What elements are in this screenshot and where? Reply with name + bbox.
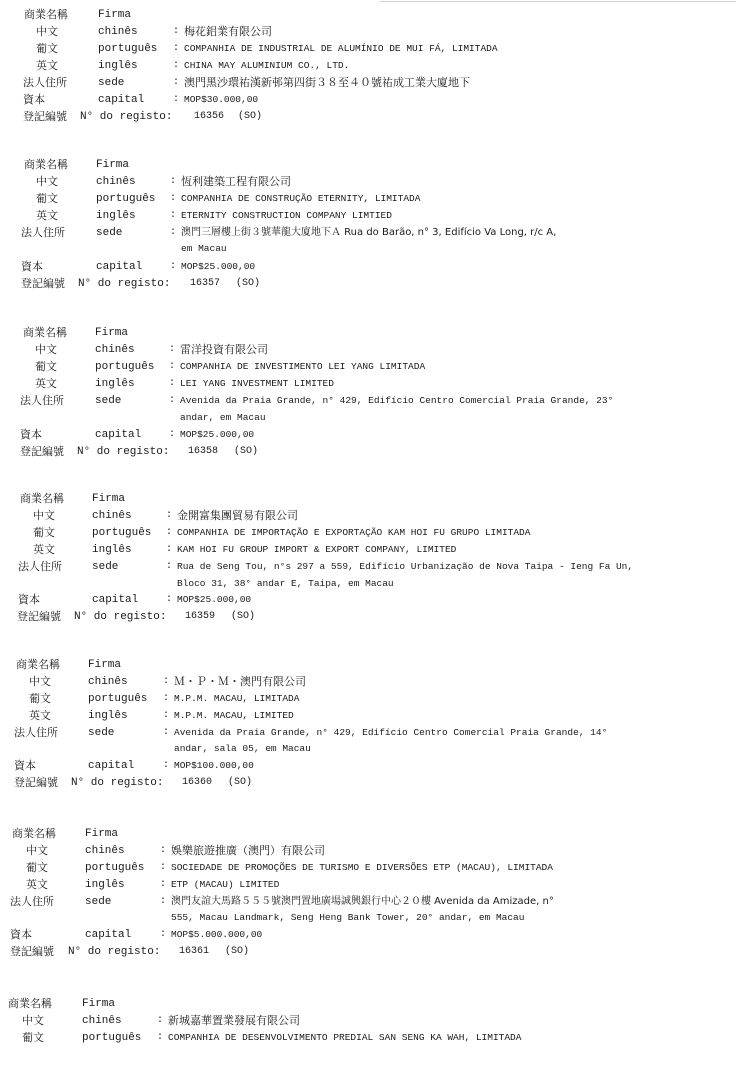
chines-label-pt: chinês bbox=[95, 344, 135, 356]
top-rule bbox=[380, 1, 736, 2]
firma-label-cn: 商業名稱 bbox=[8, 997, 52, 1010]
colon: : bbox=[157, 1032, 164, 1043]
chines-label-cn: 中文 bbox=[26, 844, 48, 857]
ingles-name: ETP (MACAU) LIMITED bbox=[171, 879, 280, 890]
portugues-label-pt: português bbox=[96, 193, 156, 205]
sede-address: 澳門三層樓上街３號華龍大廈地下Ａ Rua do Barão, n° 3, Edifício Va Long, r/c A, bbox=[181, 227, 557, 238]
registo-label-cn: 登記編號 bbox=[17, 610, 61, 623]
firma-label-cn: 商業名稱 bbox=[20, 492, 64, 505]
firma-label-cn: 商業名稱 bbox=[12, 827, 56, 840]
sede-label-pt: sede bbox=[98, 77, 125, 89]
portugues-name: COMPANHIA DE DESENVOLVIMENTO PREDIAL SAN SENG KA WAH, LIMITADA bbox=[168, 1032, 522, 1043]
registo-number: 16361 bbox=[179, 946, 210, 957]
portugues-name: SOCIEDADE DE PROMOÇÕES DE TURISMO E DIVERSÕES ETP (MACAU), LIMITADA bbox=[171, 862, 553, 873]
capital-label-pt: capital bbox=[98, 94, 145, 106]
chines-label-pt: chinês bbox=[82, 1015, 122, 1027]
ingles-label-pt: inglês bbox=[88, 710, 128, 722]
colon: : bbox=[160, 929, 167, 940]
sede-address-cont: andar, em Macau bbox=[180, 412, 266, 423]
colon: : bbox=[173, 26, 180, 37]
registo-number: 16360 bbox=[182, 777, 213, 788]
chines-name: 恆利建築工程有限公司 bbox=[181, 175, 291, 188]
colon: : bbox=[170, 210, 177, 221]
portugues-label-pt: português bbox=[88, 693, 148, 705]
capital-value: MOP$5.000.000,00 bbox=[171, 929, 263, 940]
capital-label-pt: capital bbox=[96, 261, 143, 273]
portugues-label-cn: 葡文 bbox=[22, 1031, 44, 1044]
sede-label-pt: sede bbox=[85, 896, 112, 908]
registo-tag: (SO) bbox=[236, 278, 261, 289]
colon: : bbox=[173, 77, 180, 88]
colon: : bbox=[166, 561, 173, 572]
portugues-label-cn: 葡文 bbox=[26, 861, 48, 874]
capital-label-cn: 資本 bbox=[18, 593, 40, 606]
sede-label-cn: 法人住所 bbox=[20, 394, 64, 407]
registo-number: 16356 bbox=[194, 111, 225, 122]
firma-label-cn: 商業名稱 bbox=[16, 658, 60, 671]
registo-label-pt: N° do registo: bbox=[68, 946, 161, 958]
sede-address: 澳門友誼大馬路５５５號澳門置地廣場誠興銀行中心２０樓 Avenida da Amizade, n° bbox=[171, 896, 554, 907]
colon: : bbox=[173, 94, 180, 105]
ingles-label-pt: inglês bbox=[92, 544, 132, 556]
portugues-label-pt: português bbox=[85, 862, 145, 874]
registo-tag: (SO) bbox=[231, 611, 256, 622]
ingles-label-cn: 英文 bbox=[36, 59, 58, 72]
colon: : bbox=[170, 176, 177, 187]
registo-label-pt: N° do registo: bbox=[71, 777, 164, 789]
capital-value: MOP$30.000,00 bbox=[184, 94, 259, 105]
portugues-name: M.P.M. MACAU, LIMITADA bbox=[174, 693, 300, 704]
capital-label-cn: 資本 bbox=[20, 428, 42, 441]
colon: : bbox=[160, 879, 167, 890]
ingles-label-pt: inglês bbox=[85, 879, 125, 891]
sede-label-pt: sede bbox=[96, 227, 123, 239]
colon: : bbox=[163, 693, 170, 704]
firma-label-pt: Firma bbox=[82, 998, 116, 1010]
portugues-label-pt: português bbox=[98, 43, 158, 55]
registo-label-cn: 登記編號 bbox=[21, 277, 65, 290]
registo-label-cn: 登記編號 bbox=[14, 776, 58, 789]
capital-label-pt: capital bbox=[95, 429, 142, 441]
chines-label-pt: chinês bbox=[96, 176, 136, 188]
chines-label-pt: chinês bbox=[92, 510, 132, 522]
portugues-label-cn: 葡文 bbox=[29, 692, 51, 705]
portugues-name: COMPANHIA DE INVESTIMENTO LEI YANG LIMITADA bbox=[180, 361, 426, 372]
colon: : bbox=[170, 193, 177, 204]
sede-address-cont: em Macau bbox=[181, 243, 227, 254]
registo-number: 16358 bbox=[188, 446, 219, 457]
colon: : bbox=[170, 227, 177, 238]
registo-tag: (SO) bbox=[225, 946, 250, 957]
portugues-name: COMPANHIA DE IMPORTAÇÃO E EXPORTAÇÃO KAM HOI FU GRUPO LIMITADA bbox=[177, 527, 531, 538]
chines-label-cn: 中文 bbox=[22, 1014, 44, 1027]
portugues-label-pt: português bbox=[82, 1032, 142, 1044]
ingles-name: KAM HOI FU GROUP IMPORT & EXPORT COMPANY, LIMITED bbox=[177, 544, 457, 555]
colon: : bbox=[163, 710, 170, 721]
chines-label-pt: chinês bbox=[85, 845, 125, 857]
capital-label-pt: capital bbox=[92, 594, 139, 606]
colon: : bbox=[160, 845, 167, 856]
chines-label-cn: 中文 bbox=[36, 175, 58, 188]
chines-label-pt: chinês bbox=[88, 676, 128, 688]
colon: : bbox=[163, 760, 170, 771]
portugues-name: COMPANHIA DE CONSTRUÇÃO ETERNITY, LIMITADA bbox=[181, 193, 421, 204]
registo-label-cn: 登記編號 bbox=[23, 110, 67, 123]
portugues-label-cn: 葡文 bbox=[35, 360, 57, 373]
registo-tag: (SO) bbox=[234, 446, 259, 457]
registo-label-cn: 登記編號 bbox=[20, 445, 64, 458]
sede-address: Avenida da Praia Grande, n° 429, Edifício Centro Comercial Praia Grande, 23° bbox=[180, 395, 614, 406]
colon: : bbox=[166, 510, 173, 521]
sede-label-pt: sede bbox=[92, 561, 119, 573]
sede-label-cn: 法人住所 bbox=[14, 726, 58, 739]
sede-address: Avenida da Praia Grande, n° 429, Edifício Centro Comercial Praia Grande, 14° bbox=[174, 727, 608, 738]
colon: : bbox=[169, 361, 176, 372]
firma-label-pt: Firma bbox=[88, 659, 122, 671]
registo-label-pt: N° do registo: bbox=[78, 278, 171, 290]
colon: : bbox=[166, 527, 173, 538]
registo-tag: (SO) bbox=[228, 777, 253, 788]
colon: : bbox=[173, 60, 180, 71]
ingles-label-cn: 英文 bbox=[26, 878, 48, 891]
chines-label-pt: chinês bbox=[98, 26, 138, 38]
chines-label-cn: 中文 bbox=[36, 25, 58, 38]
chines-name: 金開富集團貿易有限公司 bbox=[177, 509, 298, 522]
capital-label-cn: 資本 bbox=[21, 260, 43, 273]
colon: : bbox=[169, 395, 176, 406]
capital-label-pt: capital bbox=[88, 760, 135, 772]
sede-label-cn: 法人住所 bbox=[10, 895, 54, 908]
firma-label-cn: 商業名稱 bbox=[23, 326, 67, 339]
colon: : bbox=[163, 676, 170, 687]
capital-value: MOP$25.000,00 bbox=[181, 261, 256, 272]
firma-label-cn: 商業名稱 bbox=[24, 8, 68, 21]
ingles-label-cn: 英文 bbox=[35, 377, 57, 390]
colon: : bbox=[157, 1015, 164, 1026]
registo-number: 16359 bbox=[185, 611, 216, 622]
firma-label-pt: Firma bbox=[85, 828, 119, 840]
sede-address-cont: andar, sala 05, em Macau bbox=[174, 743, 311, 754]
registo-tag: (SO) bbox=[238, 111, 263, 122]
sede-label-cn: 法人住所 bbox=[23, 76, 67, 89]
registo-label-pt: N° do registo: bbox=[74, 611, 167, 623]
portugues-label-cn: 葡文 bbox=[36, 192, 58, 205]
portugues-name: COMPANHIA DE INDUSTRIAL DE ALUMÍNIO DE MUI FÁ, LIMITADA bbox=[184, 43, 498, 54]
chines-name: 娛樂旅遊推廣（澳門）有限公司 bbox=[171, 844, 325, 857]
chines-name: 梅花鋁業有限公司 bbox=[184, 25, 272, 38]
colon: : bbox=[166, 544, 173, 555]
chines-label-cn: 中文 bbox=[35, 343, 57, 356]
sede-label-cn: 法人住所 bbox=[21, 226, 65, 239]
colon: : bbox=[173, 43, 180, 54]
ingles-label-pt: inglês bbox=[98, 60, 138, 72]
registo-label-cn: 登記編號 bbox=[10, 945, 54, 958]
ingles-name: LEI YANG INVESTMENT LIMITED bbox=[180, 378, 334, 389]
chines-label-cn: 中文 bbox=[33, 509, 55, 522]
sede-address-cont: Bloco 31, 38° andar E, Taipa, em Macau bbox=[177, 578, 394, 589]
capital-value: MOP$100.000,00 bbox=[174, 760, 254, 771]
colon: : bbox=[169, 429, 176, 440]
firma-label-cn: 商業名稱 bbox=[24, 158, 68, 171]
ingles-label-cn: 英文 bbox=[29, 709, 51, 722]
chines-label-cn: 中文 bbox=[29, 675, 51, 688]
ingles-label-pt: inglês bbox=[95, 378, 135, 390]
portugues-label-cn: 葡文 bbox=[33, 526, 55, 539]
capital-label-pt: capital bbox=[85, 929, 132, 941]
capital-label-cn: 資本 bbox=[23, 93, 45, 106]
chines-name: 雷洋投資有限公司 bbox=[180, 343, 268, 356]
firma-label-pt: Firma bbox=[98, 9, 132, 21]
colon: : bbox=[166, 594, 173, 605]
colon: : bbox=[160, 862, 167, 873]
ingles-name: CHINA MAY ALUMINIUM CO., LTD. bbox=[184, 60, 350, 71]
firma-label-pt: Firma bbox=[92, 493, 126, 505]
chines-name: 新城嘉華置業發展有限公司 bbox=[168, 1014, 300, 1027]
registo-number: 16357 bbox=[190, 278, 221, 289]
ingles-label-pt: inglês bbox=[96, 210, 136, 222]
sede-label-pt: sede bbox=[88, 727, 115, 739]
colon: : bbox=[170, 261, 177, 272]
capital-label-cn: 資本 bbox=[10, 928, 32, 941]
colon: : bbox=[169, 344, 176, 355]
colon: : bbox=[163, 727, 170, 738]
ingles-label-cn: 英文 bbox=[36, 209, 58, 222]
colon: : bbox=[160, 896, 167, 907]
portugues-label-cn: 葡文 bbox=[36, 42, 58, 55]
firma-label-pt: Firma bbox=[96, 159, 130, 171]
ingles-label-cn: 英文 bbox=[33, 543, 55, 556]
ingles-name: ETERNITY CONSTRUCTION COMPANY LIMTIED bbox=[181, 210, 392, 221]
colon: : bbox=[169, 378, 176, 389]
sede-address: Rua de Seng Tou, n°s 297 a 559, Edifício Urbanização de Nova Taipa - Ieng Fa Un, bbox=[177, 561, 634, 572]
registo-label-pt: N° do registo: bbox=[80, 111, 173, 123]
portugues-label-pt: português bbox=[92, 527, 152, 539]
sede-address: 澳門黑沙環祐漢新邨第四街３８至４０號祐成工業大廈地下 bbox=[184, 76, 470, 89]
portugues-label-pt: português bbox=[95, 361, 155, 373]
sede-address-cont: 555, Macau Landmark, Seng Heng Bank Tower, 20° andar, em Macau bbox=[171, 912, 525, 923]
registo-label-pt: N° do registo: bbox=[77, 446, 170, 458]
ingles-name: M.P.M. MACAU, LIMITED bbox=[174, 710, 294, 721]
firma-label-pt: Firma bbox=[95, 327, 129, 339]
chines-name: Ｍ・Ｐ・Ｍ・澳門有限公司 bbox=[174, 675, 306, 688]
capital-value: MOP$25.000,00 bbox=[180, 429, 255, 440]
sede-label-pt: sede bbox=[95, 395, 122, 407]
capital-value: MOP$25.000,00 bbox=[177, 594, 252, 605]
capital-label-cn: 資本 bbox=[14, 759, 36, 772]
sede-label-cn: 法人住所 bbox=[18, 560, 62, 573]
